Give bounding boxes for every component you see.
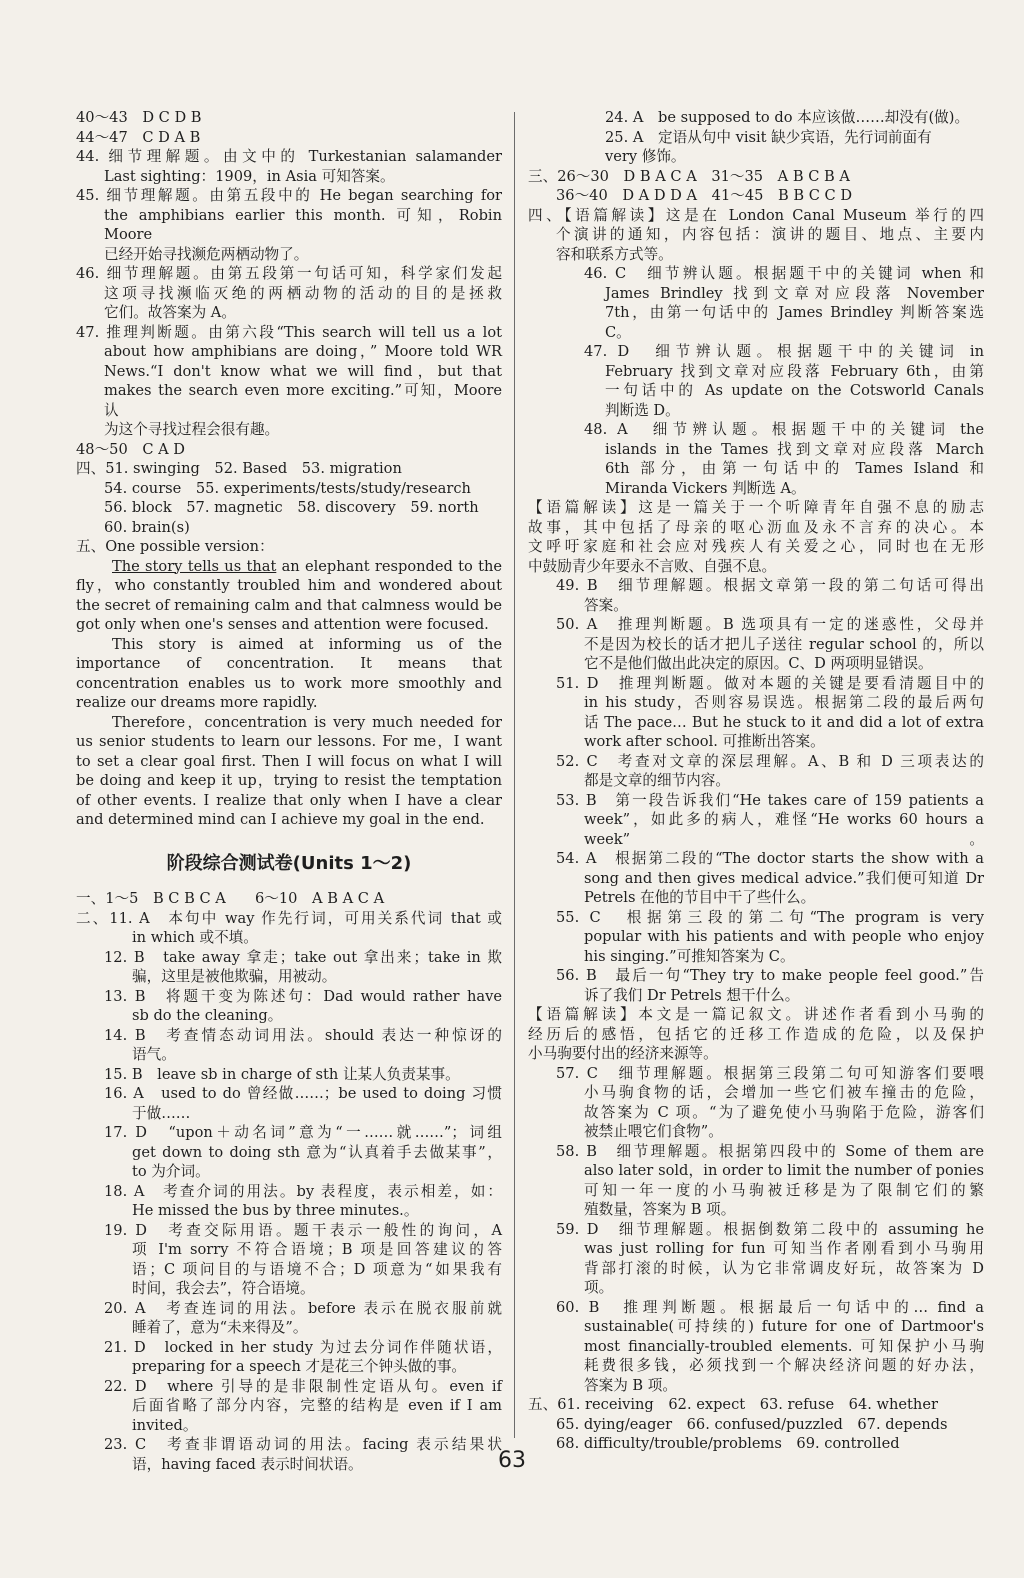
text-line: 47. 推理判断题。由第六段“This search will tell us a lot [76,323,502,341]
text-line: 19. D 考查交际用语。题干表示一般性的询问，A [104,1221,502,1239]
essay-paragraph-1-text: an elephant responded to the fly，who constantly troubled him and wondered about the secret of remaining calm and that calmness would be got only when one's senses and attention were focused. [76,557,502,633]
essay-paragraph-2: This story is aimed at informing us of the importance of concentration. It means that concentration enables us to work more smoothly and realize our dreams more rapidly. [76,635,502,711]
text-line: 五、61. receiving 62. expect 63. refuse 64. whether [528,1396,938,1413]
text-line: 47. D 细节辨认题。根据题干中的关键词 in [584,343,984,360]
text-line: 答案。 [584,596,628,614]
text-line: 56. block 57. magnetic 58. discovery 59. north [104,499,479,516]
text-line: 中鼓励青少年要永不言败、自强不息。 [528,557,777,575]
text-line: 16. A used to do 曾经做……；be used to doing 习惯 [104,1085,502,1102]
text-line: 二、11. A 本句中 way 作先行词，可用关系代词 that 或 [76,909,502,927]
text-line: James Brindley 找到文章对应段落 November [605,284,984,302]
column-divider [514,112,515,1438]
text-line: 故答案为 C 项。“为了避免使小马驹陷于危险，游客们 [584,1103,984,1121]
text-line: 话 The pace… But he stuck to it and did a lot of extra [584,713,984,731]
text-line: 四、【语篇解读】这是在 London Canal Museum 举行的四 [528,206,984,224]
text-line: islands in the Tames 找到文章对应段落 March [605,440,984,458]
text-line: 68. difficulty/trouble/problems 69. controlled [556,1435,900,1452]
text-line: was just rolling for fun 可知当作者刚看到小马驹用 [584,1240,984,1257]
text-line: 15. B leave sb in charge of sth 让某人负责某事。 [104,1065,460,1083]
text-line: 一、1～5 B C B C A 6～10 A B A C A [76,890,385,907]
text-line: 45. 细节理解题。由第五段中的 He began searching for [76,187,502,204]
left-column [76,108,502,1474]
text-line: 容和联系方式等。 [556,245,673,263]
text-line: makes the search even more exciting.”可知，Moore 认 [104,382,502,419]
text-line: 后面省略了部分内容，完整的结构是 even if I am [132,1397,502,1414]
text-line: 文呼吁家庭和社会应对残疾人有关爱之心，同时也在无形 [528,538,984,555]
text-line: 可知一年一度的小马驹被迁移是为了限制它们的繁 [584,1181,984,1199]
text-line: 48. A 细节辨认题。根据题干中的关键词 the [584,421,984,438]
text-line: 56. B 最后一句“They try to make people feel good.”告 [556,967,984,984]
text-line: 【语篇解读】这是一篇关于一个听障青年自强不息的励志 [528,499,984,516]
text-line: 60. brain(s) [104,518,190,536]
text-line: February 找到文章对应段落 February 6th，由第 [605,362,984,380]
text-line: 它们。故答案为 A。 [104,304,236,321]
text-line: 为这个寻找过程会很有趣。 [104,421,280,438]
text-line: 52. C 考查对文章的深层理解。A、B 和 D 三项表达的 [556,752,984,770]
text-line: 睡着了，意为“未来得及”。 [132,1319,308,1336]
text-line: 58. B 细节理解题。根据第四段中的 Some of them are [556,1142,984,1160]
text-line: the amphibians earlier this month. 可知，Robin Moore [104,206,502,243]
text-line: work after school. 可推断出答案。 [584,733,825,750]
text-line: He missed the bus by three minutes.。 [132,1202,419,1219]
text-line: 一句话中的 As update on the Cotsworld Canals [605,382,984,399]
text-line: 20. A 考查连词的用法。before 表示在脱衣服前就 [104,1299,502,1317]
text-line: 36～40 D A D D A 41～45 B B C C D [556,187,853,204]
text-line: to 为介词。 [132,1163,210,1180]
text-line: 46. 细节理解题。由第五段第一句话可知，科学家们发起 [76,265,502,282]
text-line: 21. D locked in her study 为过去分词作伴随状语， [104,1338,502,1356]
text-line: most financially-troubled elements. 可知保护小马驹 [584,1337,984,1355]
text-line: 50. A 推理判断题。B 选项具有一定的迷惑性，父母并 [556,616,984,633]
text-line: 时间，我会去”，符合语境。 [132,1280,315,1297]
page-number: 63 [498,1448,526,1473]
text-line: his singing.”可推知答案为 C。 [584,947,795,965]
text-line: 40～43 D C D B [76,109,202,126]
text-line: about how amphibians are doing，” Moore told WR [104,343,502,360]
text-line: 耗费很多钱，必须找到一个解决经济问题的好办法， [584,1357,984,1374]
text-line: 这项寻找濒临灭绝的两栖动物的活动的目的是拯救 [104,284,502,302]
text-line: 12. B take away 拿走；take out 拿出来；take in 欺 [104,948,502,966]
text-line: 65. dying/eager 66. confused/puzzled 67. depends [556,1415,948,1433]
text-line: 判断选 D。 [605,401,680,419]
text-line: 44～47 C D A B [76,128,201,146]
text-line: sb do the cleaning。 [132,1007,283,1024]
text-line: 四、51. swinging 52. Based 53. migration [76,460,402,477]
text-line: week”，如此多的病人，难怪“He works 60 hours a week”。 [584,811,984,848]
text-line: 于做…… [132,1104,191,1122]
text-line: in his study，否则容易误选。根据第二段的最后两句 [584,694,984,711]
text-line: 不是因为校长的话才把儿子送往 regular school 的，所以 [584,635,984,653]
text-line: invited。 [132,1416,198,1434]
essay-paragraph-1 [76,557,502,635]
text-line: 诉了我们 Dr Petrels 想干什么。 [584,986,800,1004]
text-line: 17. D “upon＋动名词”意为“一……就……”；词组 [104,1124,502,1141]
text-line: 44. 细节理解题。由文中的 Turkestanian salamander [76,148,502,165]
text-line: 54. course 55. experiments/tests/study/research [104,479,471,497]
text-line: song and then gives medical advice.”我们便可知道 Dr [584,869,984,887]
text-line: 三、26～30 D B A C A 31～35 A B C B A [528,167,850,185]
text-line: 13. B 将题干变为陈述句：Dad would rather have [104,987,502,1005]
text-line: 殖数量，答案为 B 项。 [584,1201,736,1218]
text-line: 小马驹食物的话，会增加一些它们被车撞击的危险， [584,1084,984,1101]
text-line: 已经开始寻找濒危两栖动物了。 [104,245,309,263]
text-line: 语，having faced 表示时间状语。 [132,1455,363,1473]
text-line: 骗，这里是被他欺骗，用被动。 [132,968,337,985]
text-line: 49. B 细节理解题。根据文章第一段的第二句话可得出 [556,577,984,594]
right-column [528,108,984,1454]
text-line: 语；C 项问目的与语境不合；D 项意为“如果我有 [132,1260,502,1278]
text-line: Miranda Vickers 判断选 A。 [605,479,806,497]
text-line: 故事，其中包括了母亲的呕心沥血及永不言弃的决心。本 [528,518,984,536]
text-line: 18. A 考查介词的用法。by 表程度，表示相差，如： [104,1182,502,1200]
text-line: get down to doing sth 意为“认真着手去做某事”， [132,1143,502,1161]
text-line: 答案为 B 项。 [584,1376,677,1394]
text-line: Last sighting：1909，in Asia 可知答案。 [104,167,395,185]
text-line: 项。 [584,1279,614,1296]
text-line: sustainable(可持续的) future for one of Dartmoor's [584,1318,984,1335]
text-line: 五、One possible version： [76,538,274,555]
text-line: preparing for a speech 才是花三个钟头做的事。 [132,1358,467,1375]
text-line: 7th，由第一句话中的 James Brindley 判断答案选 [605,304,984,321]
text-line: 60. B 推理判断题。根据最后一句话中的… find a [556,1298,984,1316]
text-line: 个演讲的通知，内容包括：演讲的题目、地点、主要内 [556,226,984,243]
text-line: 6th 部分，由第一句话中的 Tames Island 和 [605,460,984,477]
text-line: 被禁止喂它们食物”。 [584,1123,723,1140]
text-line: 经历后的感悟，包括它的迁移工作造成的危险，以及保护 [528,1025,984,1043]
text-line: Petrels 在他的节目中干了些什么。 [584,889,816,906]
text-line: 24. A be supposed to do 本应该做……却没有(做)。 [605,109,970,126]
essay-paragraph-3: Therefore，concentration is very much needed for us senior students to learn our lessons. For me，I want to set a clear goal first. Then I will focus on what I will be doing and keep it up，trying to resist the temptation of other events. I realize that only when I have a clear and determined mind can I achieve my goal in the end. [76,713,502,828]
text-line: 46. C 细节辨认题。根据题干中的关键词 when 和 [584,265,984,282]
text-line: 53. B 第一段告诉我们“He takes care of 159 patients a [556,791,984,809]
text-line: 语气。 [132,1046,176,1063]
text-line: 【语篇解读】本文是一篇记叙文。讲述作者看到小马驹的 [528,1006,984,1023]
text-line: 项 I'm sorry 不符合语境；B 项是回答建议的答 [132,1241,502,1258]
text-line: 51. D 推理判断题。做对本题的关键是要看清题目中的 [556,674,984,692]
text-line: 25. A 定语从句中 visit 缺少宾语，先行词前面有 [605,128,932,146]
text-line: 它不是他们做出此决定的原因。C、D 两项明显错误。 [584,655,933,672]
text-line: 背部打滚的时候，认为它非常调皮好玩，故答案为 D [584,1259,984,1277]
text-line: 48～50 C A D [76,440,186,458]
text-line: popular with his patients and with people who enjoy [584,928,984,945]
text-line: 54. A 根据第二段的“The doctor starts the show with a [556,850,984,867]
text-line: 23. C 考查非谓语动词的用法。facing 表示结果状 [104,1436,502,1453]
text-line: 小马驹要付出的经济来源等。 [528,1045,718,1062]
text-line: also later sold，in order to limit the number of ponies [584,1162,984,1179]
text-line: 14. B 考查情态动词用法。should 表达一种惊讶的 [104,1026,502,1044]
text-line: 59. D 细节理解题。根据倒数第二段中的 assuming he [556,1220,984,1238]
essay-underlined-phrase: The story tells us that [112,557,277,575]
section-title: 阶段综合测试卷(Units 1～2) [166,852,412,874]
text-line: in which 或不填。 [132,929,258,946]
text-line: 55. C 根据第三段的第二句“The program is very [556,908,984,926]
text-line: 57. C 细节理解题。根据第三段第二句可知游客们要喂 [556,1064,984,1082]
text-line: C。 [605,323,631,341]
text-line: 22. D where 引导的是非限制性定语从句。even if [104,1377,502,1395]
text-line: very 修饰。 [605,148,686,165]
text-line: News.“I don't know what we will find，but that [104,362,502,380]
text-line: 都是文章的细节内容。 [584,772,730,789]
